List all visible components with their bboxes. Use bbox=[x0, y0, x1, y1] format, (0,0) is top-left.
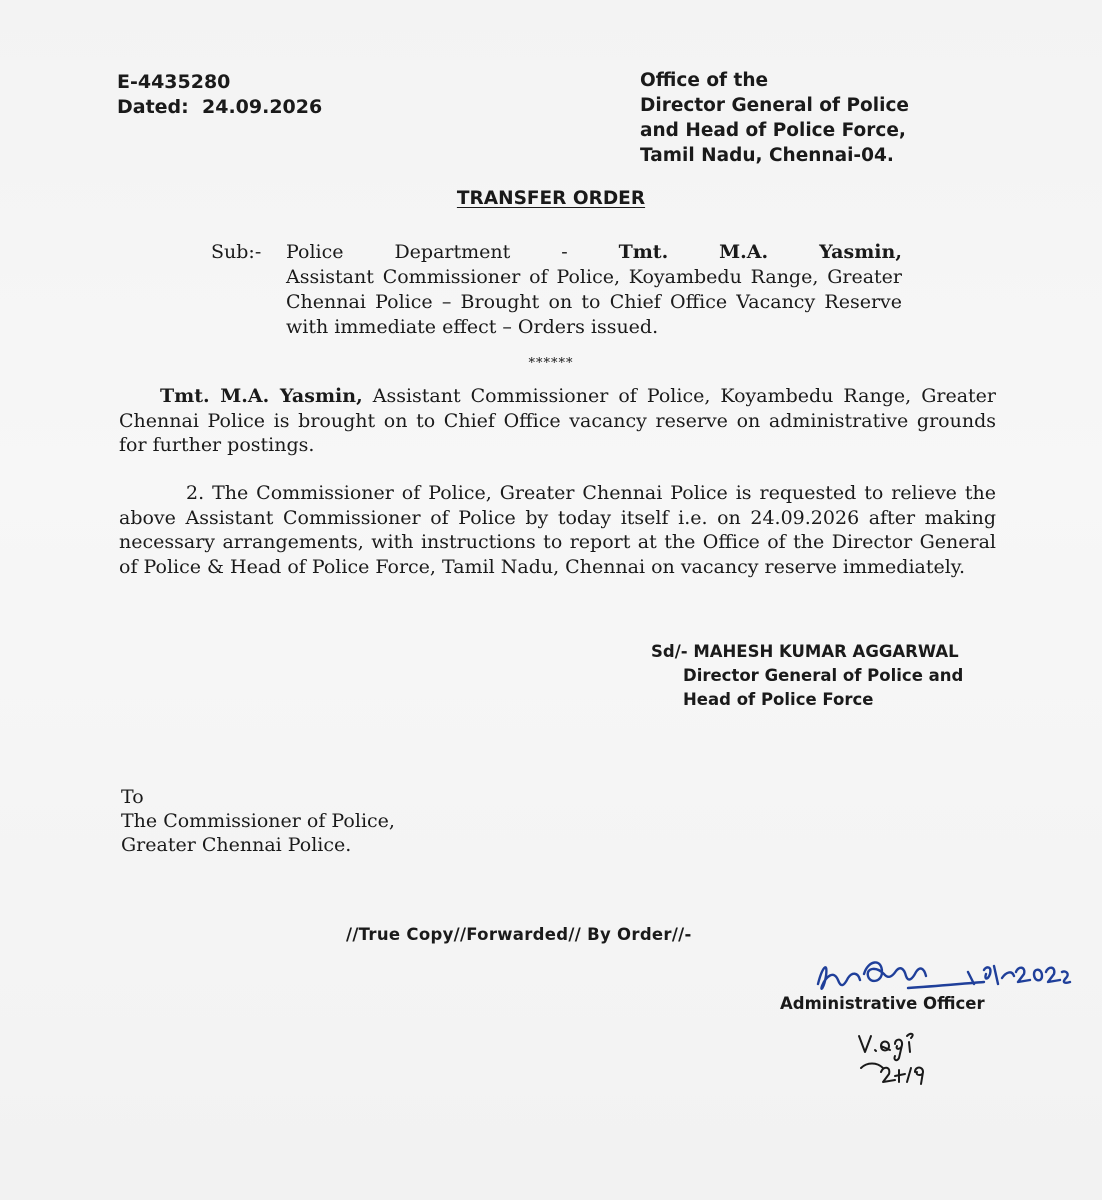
subject-name-word: Tmt. bbox=[618, 241, 669, 263]
administrative-officer-label: Administrative Officer bbox=[780, 994, 985, 1013]
reference-number: E-4435280 bbox=[117, 71, 231, 93]
signatory-designation-1: Director General of Police and bbox=[683, 666, 964, 685]
separator: ****** bbox=[528, 356, 574, 371]
subject-word: Department bbox=[394, 241, 511, 263]
document-title: TRANSFER ORDER bbox=[456, 188, 646, 209]
subject-first-line bbox=[286, 240, 902, 265]
paragraph-2: 2. The Commissioner of Police, Greater Chennai Police is requested to relieve the above Assistant Commissioner of Police by today itself i.e. on 24.09.2026 after making necessary arrangements, with instructions to report at the Office of the Director General of Police & Head of Police Force, Tamil Nadu, Chennai on vacancy reserve immediately. bbox=[119, 482, 996, 578]
recipient-line-2: The Commissioner of Police, bbox=[121, 810, 395, 832]
dated-label: Dated: bbox=[117, 96, 189, 118]
subject-word: Police bbox=[286, 241, 344, 263]
office-line-4: Tamil Nadu, Chennai-04. bbox=[640, 145, 894, 166]
endorsement-line: //True Copy//Forwarded// By Order//- bbox=[346, 925, 692, 944]
paragraph-1-name: Tmt. M.A. Yasmin, bbox=[160, 385, 363, 407]
subject-name-word: Yasmin, bbox=[819, 241, 902, 263]
signatory-block bbox=[651, 640, 963, 712]
subject-label: Sub:- bbox=[211, 241, 262, 263]
subject-text bbox=[286, 240, 902, 340]
handwritten-initials bbox=[853, 1028, 943, 1088]
office-line-2: Director General of Police bbox=[640, 95, 909, 116]
signatory-name: Sd/- MAHESH KUMAR AGGARWAL bbox=[651, 642, 959, 661]
subject-word: - bbox=[561, 241, 568, 263]
subject-name-word: M.A. bbox=[719, 241, 769, 263]
paragraph-1 bbox=[119, 384, 996, 458]
paragraph-1-text: Assistant Commissioner of Police, Koyambedu Range, Greater Chennai Police is brought on to Chief Office vacancy reserve on administrative grounds for further postings. bbox=[119, 385, 997, 456]
recipient-line-1: To bbox=[121, 786, 144, 808]
reference-block bbox=[117, 70, 322, 120]
office-address-block bbox=[640, 68, 909, 168]
subject-rest: Assistant Commissioner of Police, Koyambedu Range, Greater Chennai Police – Brought on to Chief Office Vacancy Reserve with immediate effect – Orders issued. bbox=[286, 266, 902, 338]
signatory-designation-2: Head of Police Force bbox=[683, 690, 874, 709]
dated-value: 24.09.2026 bbox=[202, 96, 323, 118]
recipient-line-3: Greater Chennai Police. bbox=[121, 834, 352, 856]
office-line-1: Office of the bbox=[640, 70, 769, 91]
recipient-block bbox=[121, 785, 395, 857]
dated-line bbox=[117, 95, 322, 120]
office-line-3: and Head of Police Force, bbox=[640, 120, 906, 141]
